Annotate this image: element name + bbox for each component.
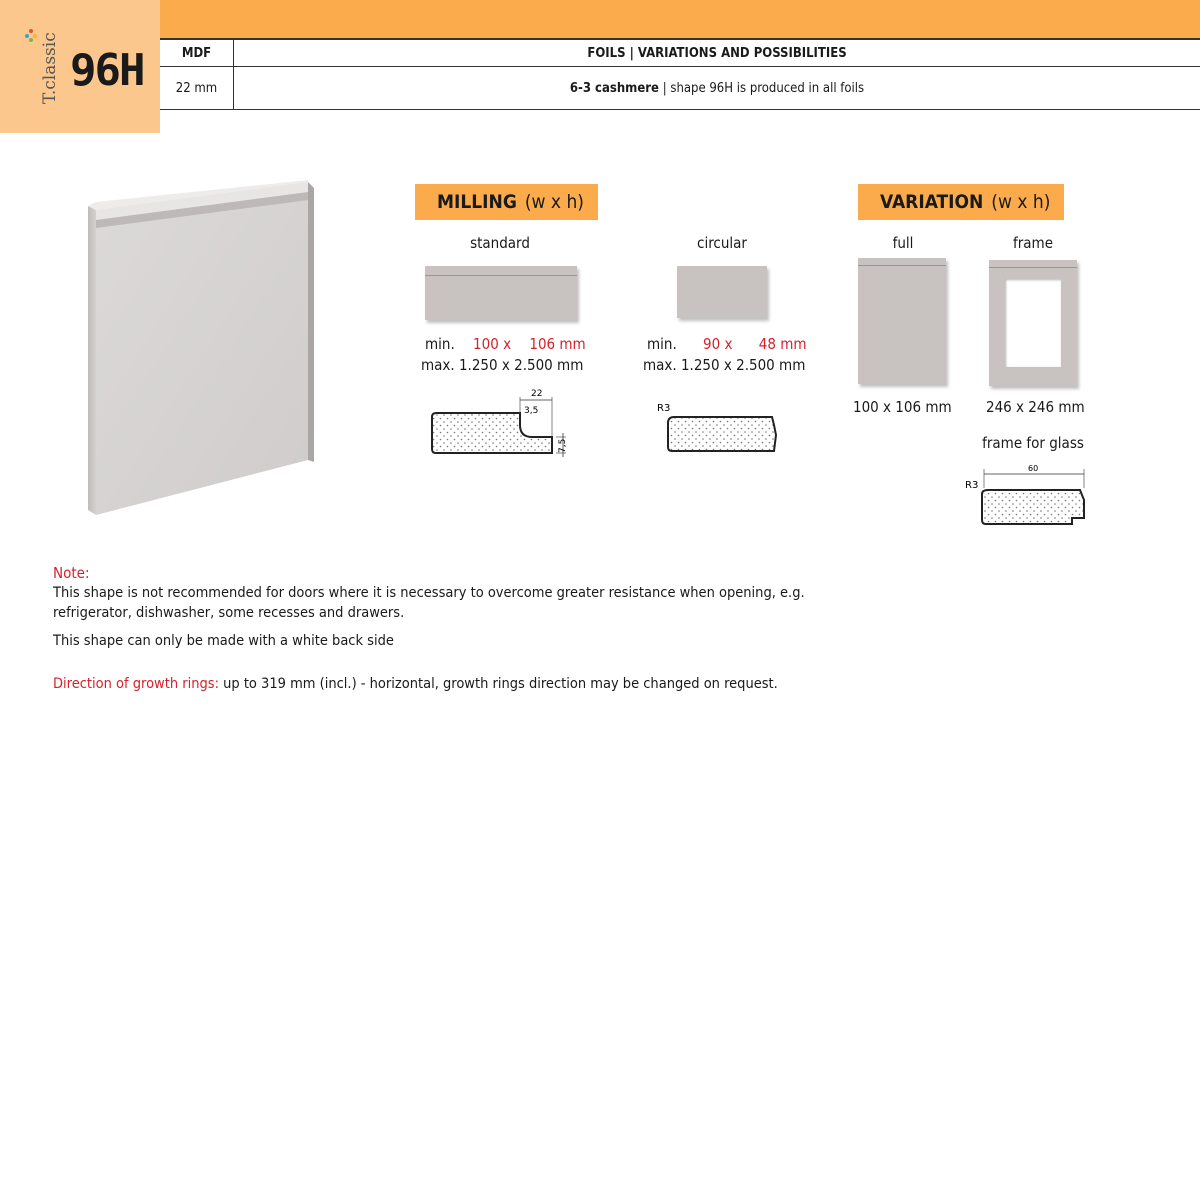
spec-value-row bbox=[160, 67, 1200, 109]
milling-title: MILLING bbox=[437, 191, 517, 213]
standard-min-w: 100 x bbox=[473, 335, 512, 353]
full-panel bbox=[858, 258, 946, 384]
logo-box bbox=[0, 0, 160, 133]
standard-min-h: 106 mm bbox=[529, 335, 586, 353]
note-line-2: refrigerator, dishwasher, some recesses and drawers. bbox=[53, 605, 405, 621]
note-line-1: This shape is not recommended for doors where it is necessary to overcome greater resistance when opening, e.g. bbox=[53, 585, 805, 601]
standard-label: standard bbox=[470, 234, 530, 252]
growth-rings-text: up to 319 mm (incl.) - horizontal, growth rings direction may be changed on request. bbox=[218, 676, 778, 692]
frame-glass-radius-label: R3 bbox=[965, 480, 979, 491]
frame-glass-width-label: 60 bbox=[1028, 464, 1039, 473]
thickness-value: 22 mm bbox=[175, 80, 218, 96]
variation-title: VARIATION bbox=[880, 191, 984, 213]
circular-min-prefix: min. bbox=[647, 335, 677, 353]
circular-min-w: 90 x bbox=[703, 335, 733, 353]
spec-head-row bbox=[160, 40, 1200, 67]
brand-logo bbox=[18, 28, 60, 108]
profile-height-label: 7,5 bbox=[558, 438, 568, 453]
standard-min-prefix: min. bbox=[425, 335, 455, 353]
note-title: Note: bbox=[53, 564, 90, 582]
brand-dots-icon bbox=[24, 28, 38, 42]
foils-head: FOILS | VARIATIONS AND POSSIBILITIES bbox=[587, 45, 847, 61]
spec-table bbox=[160, 40, 1200, 110]
growth-rings-label: Direction of growth rings: bbox=[53, 676, 219, 692]
variation-tag bbox=[858, 184, 1064, 220]
full-size: 100 x 106 mm bbox=[853, 398, 952, 416]
door-illustration bbox=[78, 180, 318, 520]
foil-name: 6-3 cashmere bbox=[569, 80, 659, 96]
circular-profile-drawing bbox=[652, 395, 782, 460]
full-label: full bbox=[892, 234, 914, 252]
frame-label: frame bbox=[1012, 234, 1053, 252]
standard-profile-drawing bbox=[428, 385, 578, 460]
growth-rings-line bbox=[53, 676, 778, 692]
standard-min bbox=[425, 335, 586, 353]
standard-max: max. 1.250 x 2.500 mm bbox=[421, 356, 584, 374]
standard-panel bbox=[425, 266, 577, 320]
profile-depth-label: 3,5 bbox=[524, 406, 539, 416]
milling-tag bbox=[415, 184, 598, 220]
milling-unit: (w x h) bbox=[524, 191, 584, 213]
frame-size: 246 x 246 mm bbox=[986, 398, 1085, 416]
variation-unit: (w x h) bbox=[991, 191, 1051, 213]
foil-note: | shape 96H is produced in all foils bbox=[658, 80, 865, 96]
circular-panel bbox=[677, 266, 767, 318]
foil-value bbox=[234, 67, 1200, 109]
frame-glass-profile-drawing bbox=[962, 460, 1092, 530]
circular-label: circular bbox=[697, 234, 747, 252]
header-bar bbox=[160, 0, 1200, 40]
product-code: 96H bbox=[70, 45, 144, 96]
frame-glass-label: frame for glass bbox=[982, 434, 1084, 452]
table-divider bbox=[233, 40, 234, 109]
brand-name: T.classic bbox=[40, 32, 60, 104]
circular-max: max. 1.250 x 2.500 mm bbox=[643, 356, 806, 374]
frame-panel bbox=[989, 260, 1077, 386]
profile-width-label: 22 bbox=[531, 389, 543, 399]
material-head: MDF bbox=[181, 45, 212, 61]
circular-min bbox=[647, 335, 807, 353]
circular-radius-label: R3 bbox=[657, 403, 671, 414]
circular-min-h: 48 mm bbox=[758, 335, 807, 353]
note-line-3: This shape can only be made with a white back side bbox=[53, 633, 394, 649]
